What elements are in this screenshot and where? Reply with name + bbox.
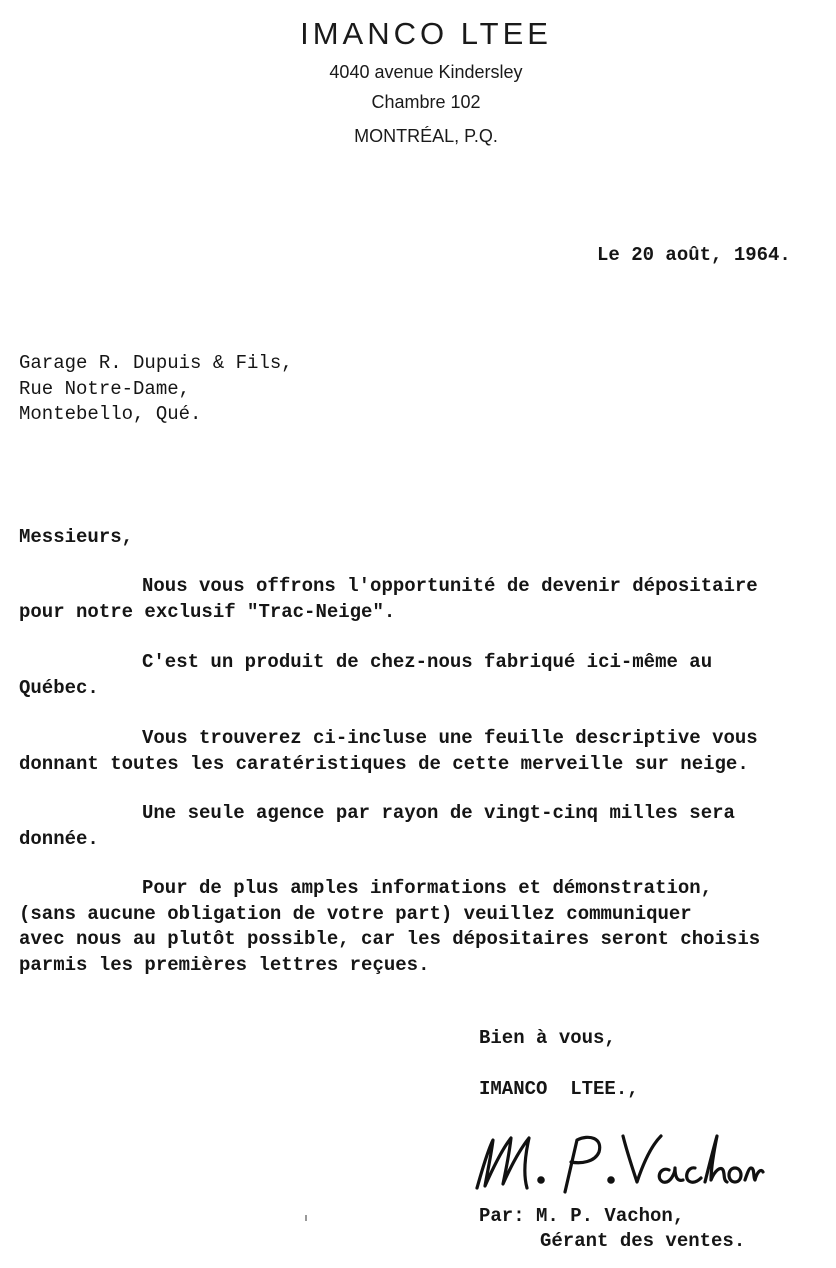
body-paragraph-5: [19, 876, 834, 978]
paragraph-line: donnée.: [19, 827, 99, 850]
handwritten-signature: [465, 1122, 765, 1202]
body-paragraph-2: [19, 650, 834, 701]
paper-speck: [305, 1215, 307, 1221]
body-paragraph-1: [19, 574, 834, 625]
paragraph-line: Nous vous offrons l'opportunité de devenir dépositaire: [142, 575, 758, 597]
letter-date: Le 20 août, 1964.: [597, 244, 791, 266]
letterhead-city: MONTRÉAL, P.Q.: [354, 126, 498, 146]
paragraph-line: (sans aucune obligation de votre part) veuillez communiquer: [19, 902, 692, 925]
recipient-street: Rue Notre-Dame,: [19, 378, 191, 400]
recipient-name: Garage R. Dupuis & Fils,: [19, 352, 293, 374]
letterhead-suite: Chambre 102: [371, 92, 481, 112]
paragraph-line: avec nous au plutôt possible, car les dépositaires seront choisis: [19, 928, 761, 950]
signatory-title: Gérant des ventes.: [540, 1230, 746, 1252]
paragraph-line: Une seule agence par rayon de vingt-cinq milles sera: [142, 802, 735, 824]
letterhead-company-name: IMANCO LTEE: [300, 16, 552, 51]
signatory-by-line: Par: M. P. Vachon,: [479, 1205, 685, 1227]
letterhead-street-address: 4040 avenue Kindersley: [329, 62, 523, 82]
signature-graphic: [465, 1122, 765, 1202]
paragraph-line: pour notre exclusif "Trac-Neige".: [19, 600, 396, 623]
paragraph-line: Vous trouverez ci-incluse une feuille descriptive vous: [142, 727, 758, 749]
paragraph-line: Québec.: [19, 676, 99, 699]
closing-company: IMANCO LTEE.,: [479, 1078, 639, 1100]
recipient-city: Montebello, Qué.: [19, 403, 202, 425]
paragraph-line: C'est un produit de chez-nous fabriqué ici-même au: [142, 651, 713, 673]
body-paragraph-3: [19, 726, 834, 777]
paragraph-line: parmis les premières lettres reçues.: [19, 953, 430, 976]
salutation: Messieurs,: [19, 526, 134, 548]
paragraph-line: Pour de plus amples informations et démonstration,: [142, 877, 713, 899]
closing-valediction: Bien à vous,: [479, 1027, 616, 1049]
body-paragraph-4: [19, 801, 834, 852]
paragraph-line: donnant toutes les caratéristiques de cette merveille sur neige.: [19, 752, 749, 775]
